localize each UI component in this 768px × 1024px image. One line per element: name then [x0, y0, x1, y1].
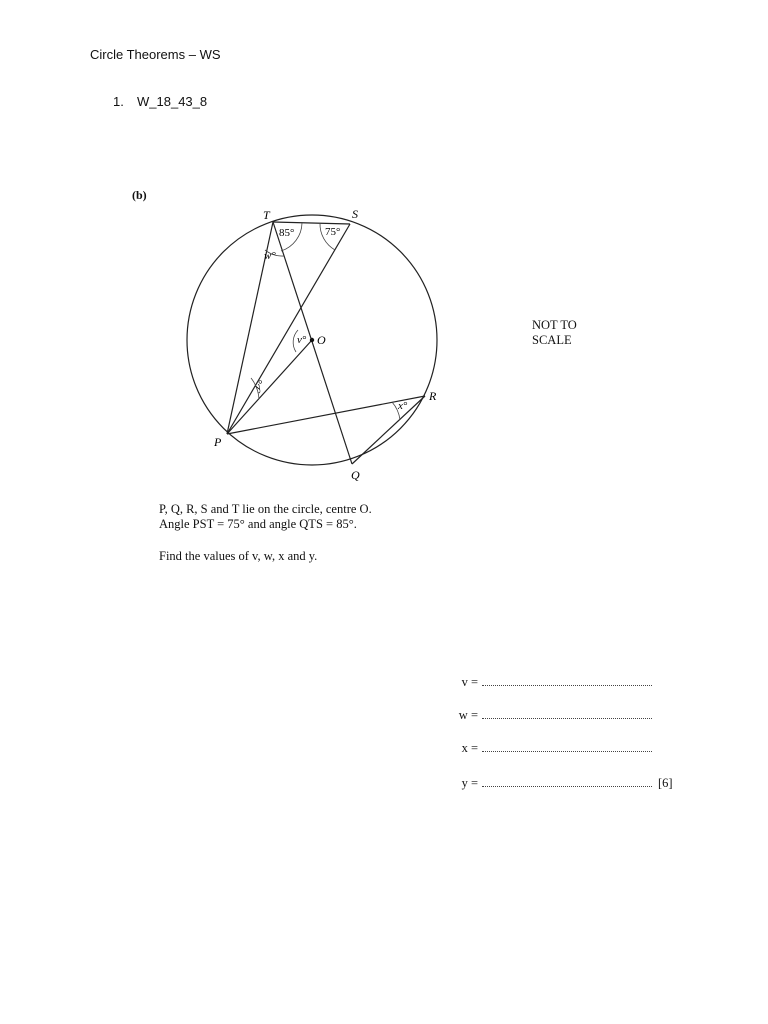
chord-tq	[273, 222, 352, 464]
note-line-2: SCALE	[532, 333, 572, 347]
part-label: (b)	[132, 188, 147, 202]
chord-rq	[352, 396, 425, 464]
angle-v: v°	[297, 334, 307, 346]
marks-label: [6]	[658, 776, 673, 790]
label-t: T	[263, 208, 270, 222]
answer-label-w: w =	[458, 708, 478, 722]
answer-label-y: y =	[461, 776, 478, 790]
question-number: 1.	[113, 94, 124, 109]
label-o: O	[317, 333, 326, 347]
not-to-scale-note	[532, 318, 577, 348]
answer-label-x: x =	[461, 741, 478, 755]
chord-ts	[273, 222, 350, 224]
given-statement	[159, 502, 372, 532]
answer-row-w	[440, 707, 652, 723]
answer-label-v: v =	[461, 675, 478, 689]
label-q: Q	[351, 468, 360, 482]
answer-row-x	[440, 740, 652, 756]
question-code: W_18_43_8	[137, 94, 208, 109]
given-line-1: P, Q, R, S and T lie on the circle, centre O.	[159, 502, 372, 516]
answer-row-v	[440, 674, 652, 690]
centre-point	[310, 338, 314, 342]
note-line-1: NOT TO	[532, 318, 577, 332]
answer-line-y[interactable]	[482, 775, 652, 787]
given-line-2: Angle PST = 75° and angle QTS = 85°.	[159, 517, 357, 531]
angle-y: y°	[252, 378, 268, 394]
label-s: S	[352, 207, 358, 221]
label-r: R	[429, 389, 437, 403]
answer-line-x[interactable]	[482, 740, 652, 752]
instruction: Find the values of v, w, x and y.	[159, 549, 318, 563]
angle-75: 75°	[325, 226, 341, 238]
document-title: Circle Theorems – WS	[90, 47, 221, 62]
angle-x: x°	[398, 400, 408, 412]
angle-w: w°	[264, 250, 276, 262]
answer-line-w[interactable]	[482, 707, 652, 719]
angle-85: 85°	[279, 227, 295, 239]
answer-row-y	[440, 775, 673, 791]
label-p: P	[214, 435, 222, 449]
answer-line-v[interactable]	[482, 674, 652, 686]
